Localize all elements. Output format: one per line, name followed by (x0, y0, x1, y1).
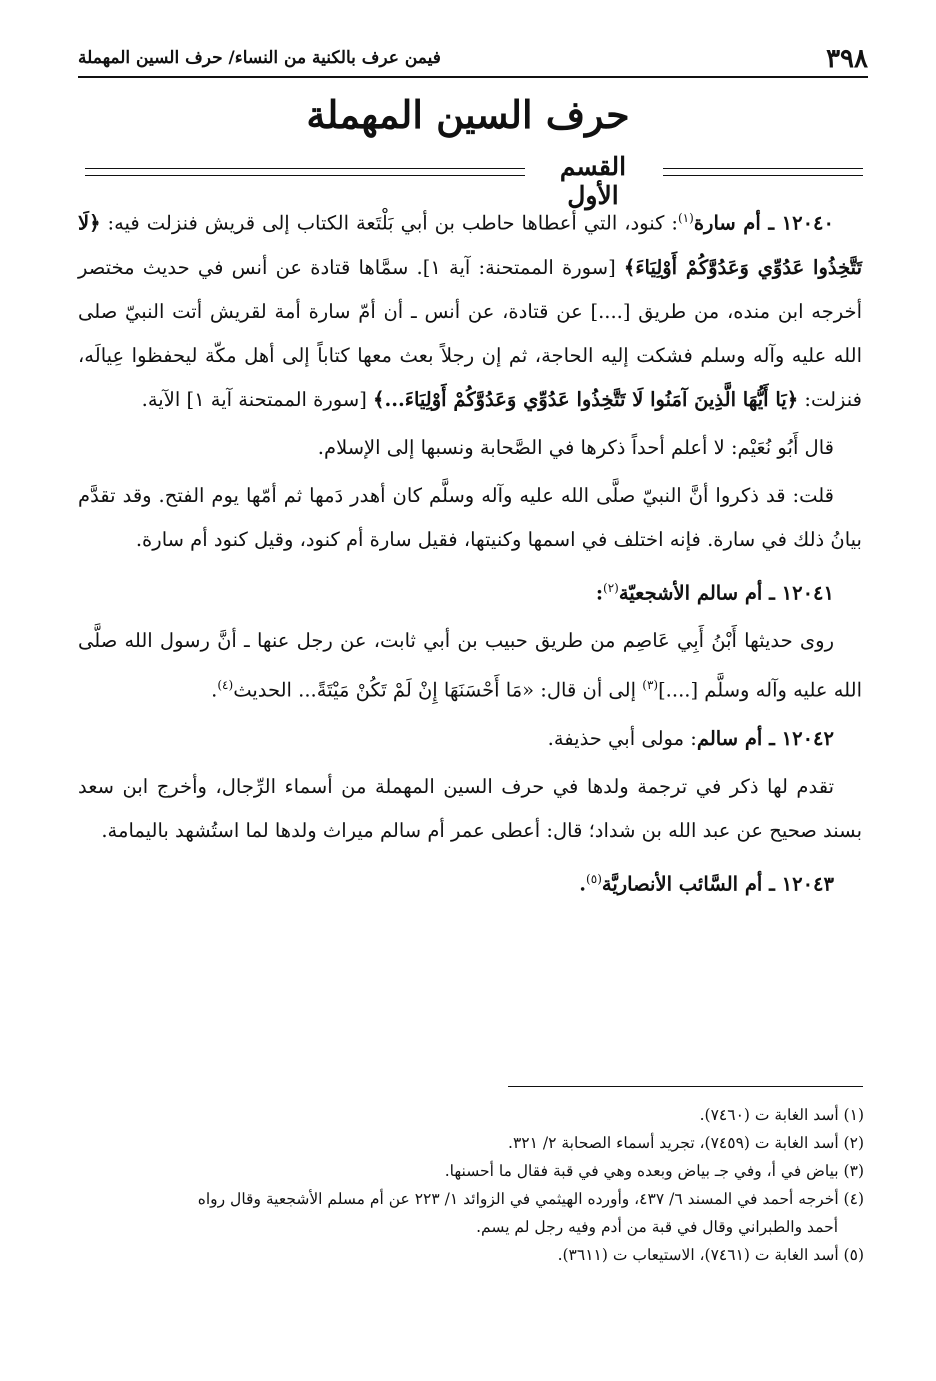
entry-text: روى حديثها أَبْنُ أَبِي عَاصِم من طريق حبيب بن أبي ثابت، عن رجل عنها ـ أنَّ رسول الله صلَّى الله عليه وآله وسلَّم [....] (78, 629, 862, 702)
footnote: (١) أسد الغابة ت (٧٤٦٠). (699, 1106, 864, 1124)
footnote: (٢) أسد الغابة ت (٧٤٥٩)، تجريد أسماء الصحابة ٢/ ٣٢١. (508, 1134, 864, 1152)
main-text (78, 196, 862, 910)
entry-text: : مولى أبي حذيفة. (547, 726, 697, 750)
entry-heading: ١٢٠٤٢ ـ أم سالم (696, 726, 834, 750)
footnote-ref: (٣) (642, 678, 659, 692)
footnote-divider (508, 1086, 863, 1087)
footnote-ref: (١) (677, 211, 694, 225)
footnotes (78, 1102, 864, 1270)
footnote-continuation: أحمد والطبراني وقال في قبة من أدم وفيه رجل لم يسم. (476, 1218, 838, 1236)
paragraph: تقدم لها ذكر في ترجمة ولدها في حرف السين المهملة من أسماء الرِّجال، وأخرج ابن سعد بسند صحيح عن عبد الله بن شداد؛ قال: أعطى عمر أم سالم ميراث ولدها لما استُشهد باليمامة. (78, 774, 862, 842)
page-number: ٣٩٨ (826, 44, 868, 74)
entry-text: [سورة الممتحنة: آية ١]. سمَّاها قتادة عن أنس في حديث مختصر أخرجه ابن منده، من طريق [....] عن قتادة، عن أنس ـ أن أمّ سارة أمة لقريش أتت النبيّ صلى الله عليه وآله وسلم فشكت إليه الحاجة، ثم إن رجلاً بعث معها كتاباً إلى أهل مكّة ليحفظوا عِيالَه، فنزلت: (78, 255, 862, 411)
running-title: فيمن عرف بالكنية من النساء/ حرف السين المهملة (78, 48, 441, 68)
footnote-ref: (٤) (217, 678, 234, 692)
footnote-ref: (٢) (603, 580, 619, 595)
section-heading (85, 152, 863, 210)
section-rule-left (85, 168, 525, 176)
entry-text: [سورة الممتحنة آية ١] الآية. (141, 387, 374, 411)
page-header (78, 40, 868, 78)
footnote: (٣) بياض في أ، وفي جـ بياض وبعده وهي في قبة فقال ما أحسنها. (444, 1162, 864, 1180)
entry-heading: ١٢٠٤٠ ـ أم سارة (693, 211, 835, 235)
section-rule-right (663, 168, 863, 176)
entry-12040 (78, 196, 862, 422)
entry-heading: ١٢٠٤١ ـ أم سالم الأشجعيّة (618, 581, 834, 604)
footnote: (٤) أخرجه أحمد في المسند ٦/ ٤٣٧، وأورده الهيثمي في الزوائد ١/ ٢٢٣ عن أم مسلم الأشجعية وقال رواه (197, 1190, 864, 1208)
quran-verse: ﴿يَا أَيُّهَا الَّذِينَ آمَنُوا لَا تَتَّخِذُوا عَدُوِّي وَعَدُوَّكُمْ أَوْلِيَاءَ...﴾ (373, 387, 799, 411)
entry-12041 (78, 566, 862, 616)
chapter-title: حرف السين المهملة (306, 92, 630, 137)
entry-12043 (78, 857, 862, 907)
section-label: القسم الأول (559, 152, 627, 210)
entry-text: إلى أن قال: «مَا أَحْسَنَهَا إِنْ لَمْ تَكُنْ مَيْتَةً... الحديث (233, 678, 643, 702)
paragraph: قال أَبُو نُعَيْم: لا أعلم أحداً ذكرها في الصَّحابة ونسبها إلى الإسلام. (317, 435, 834, 459)
footnote-ref: (٥) (586, 871, 602, 886)
entry-heading-tail: . (579, 872, 587, 895)
paragraph (78, 619, 862, 713)
quran-verse: ﴿لَا تَتَّخِذُوا عَدُوِّي وَعَدُوَّكُمْ أَوْلِيَاءَ﴾ (78, 211, 862, 279)
paragraph: قلت: قد ذكروا أنَّ النبيّ صلَّى الله عليه وآله وسلَّم كان أهدر دَمها ثم أمّها يوم الفتح. وقد تقدَّم بيانُ ذلك في سارة. فإنه اختلف في اسمها وكنيتها، فقيل سارة أم كنود، وقيل كنود أم سارة. (78, 483, 862, 551)
entry-text: : كنود، التي أعطاها حاطب بن أبي بَلْتَعة الكتاب إلى قريش فنزلت فيه: (100, 211, 678, 235)
entry-heading-tail: : (595, 581, 604, 604)
entry-heading: ١٢٠٤٣ ـ أم السَّائب الأنصاريَّة (601, 872, 834, 895)
footnote: (٥) أسد الغابة ت (٧٤٦١)، الاستيعاب ت (٣٦١١). (557, 1246, 864, 1264)
entry-text: . (211, 678, 218, 702)
entry-12042 (78, 717, 862, 761)
